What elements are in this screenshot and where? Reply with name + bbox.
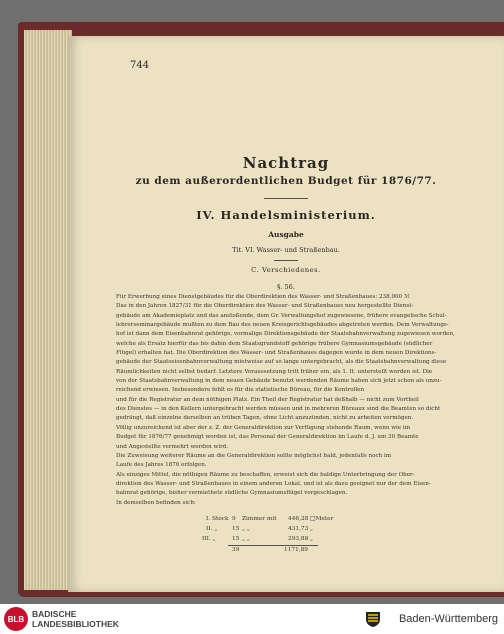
text-line: direktion des Wasser- und Straßenbaues in einem anderen Lokal, und ist als dazu geeignet nur der dem Eisen- [116,480,431,487]
text-line: gebäude der Staatseisenbahnverwaltung mietweise auf so lange untergebracht, als die Staatsbahnverwaltung diese [116,359,447,366]
sum-rule [228,545,318,546]
footer-bar [0,604,504,634]
section-heading: IV. Handelsministerium. [196,208,376,222]
text-line: des Dienstes — in den Kellern untergebracht werden müssen und in mehreren Büreaux sind die Beamten so dicht [116,406,441,413]
library-name-line1: BADISCHE [32,609,77,619]
table-total-count: 39 [232,547,240,553]
text-line: Als einziges Mittel, die nöthigen Räume zu beschaffen, erweist sich die baldige Unterbringung der Ober- [116,471,415,478]
text-line: und Angestellte vermehrt werden wird. [116,443,229,450]
subtitle-divider [274,260,298,261]
subsection-heading: C. Verschiedenes. [251,266,321,274]
text-line: Völlig unzureichend ist aber der z. Z. der Generaldirektion zur Verfügung stehende Raum, wenn wie im [116,424,410,431]
blb-logo-icon: BLB [4,607,28,631]
text-line: reichend erwiesen. Insbesondere fehlt es für die statistische Büreau, für die Kontrollen [116,387,365,394]
baden-wuerttemberg-emblem-icon [364,610,382,628]
text-line: lehrerseminargebäude mußten zu dem Bau des neuen Kreisgerichtsgebäudes abgetreten werden. Dem Verwaltungs- [116,322,449,329]
paragraph-mark: §. 56. [277,283,295,291]
text-line: Für Erwerbung eines Dienstgebäudes für die Oberdirektion des Wasser- und Straßenbaues: 238,000 ℳ [116,294,410,300]
text-line: In demselben befinden sich: [116,499,196,506]
text-line: gedrängt, daß einzelne derselben an trüben Tagen, ohne Licht anzuzünden, nicht zu arbeiten vermögen. [116,415,414,422]
state-name: Baden-Württemberg [398,613,498,625]
doc-subtitle: zu dem außerordentlichen Budget für 1876/77. [135,175,437,187]
part-heading: Ausgabe [268,230,304,239]
library-name-line2: LANDESBIBLIOTHEK [32,619,119,629]
text-line: Räumlichkeiten nicht selbst bedarf. Letztere Voraussetzung tritt früher ein, als 1. It. unterstellt worden ist. Die [116,368,433,375]
doc-title: Nachtrag [242,154,330,172]
text-line: und für die Registratur an dem nöthigen Platz. Ein Theil der Registratur hat deßhalb — nicht zum Vortheil [116,396,419,403]
table-total-area: 1171,89 [284,547,308,553]
page-number: 744 [130,60,150,71]
text-line: Budget für 1876/77 genehmigt worden ist, das Personal der Generaldirektion im Laufe d. J. um 30 Beamte [116,434,419,441]
text-line: von der Staatsbahnverwaltung in dem neuen Gebäude benutzt werdenden Räume haben sich jetzt schon als unzu- [116,378,442,385]
library-name [32,609,119,629]
title-divider [264,198,308,199]
text-line: bahnrat gehörige, bisher vermiethete südliche Gymnasiumsflügel vorgeschlagen. [116,490,348,497]
text-line: hof ist dann dem Eisenbahnrat gehörige, vormalige Direktionsgebäude der Staatsbahnverwaltung zugewiesen worden, [116,331,455,338]
text-line: gebäude am Akademieplatz und das anstoßende, dem Gr. Verwaltungshof zugewiesene, frühere evangelische Schul- [116,312,447,319]
page-edges [24,30,72,590]
text-line: Die Zuweisung weiterer Räume an die Generaldirektion sollte möglichst bald, jedenfalls noch im [116,452,392,459]
title-line: Tit. VI. Wasser- und Straßenbau. [232,246,340,254]
body-text [116,293,498,508]
table-row: II. „ 15 „ „ 431,73 „ [206,526,314,532]
text-line: Laufe des Jahres 1876 erfolgen. [116,462,207,469]
book-page [68,36,504,592]
text-line: welche als Ersatz hierfür das bis dahin dem Staatsgrundstoff gehörige frühere Gymnasiumsgebäude (südlicher [116,340,433,347]
text-line: Das in den Jahren 1827/31 für die Oberdirektion des Wasser- und Straßenbaues neu hergestellte Dienst- [116,303,414,310]
table-row: I. Stock 9 Zimmer mit 446,28 □Meter [206,516,334,522]
text-line: Flügel) erhalten hat. Die Oberdirektion des Wasser- und Straßenbaues dagegen wurde in dem neuen Direktions- [116,350,437,357]
table-row: III. „ 15 „ „ 293,88 „ [202,536,314,542]
